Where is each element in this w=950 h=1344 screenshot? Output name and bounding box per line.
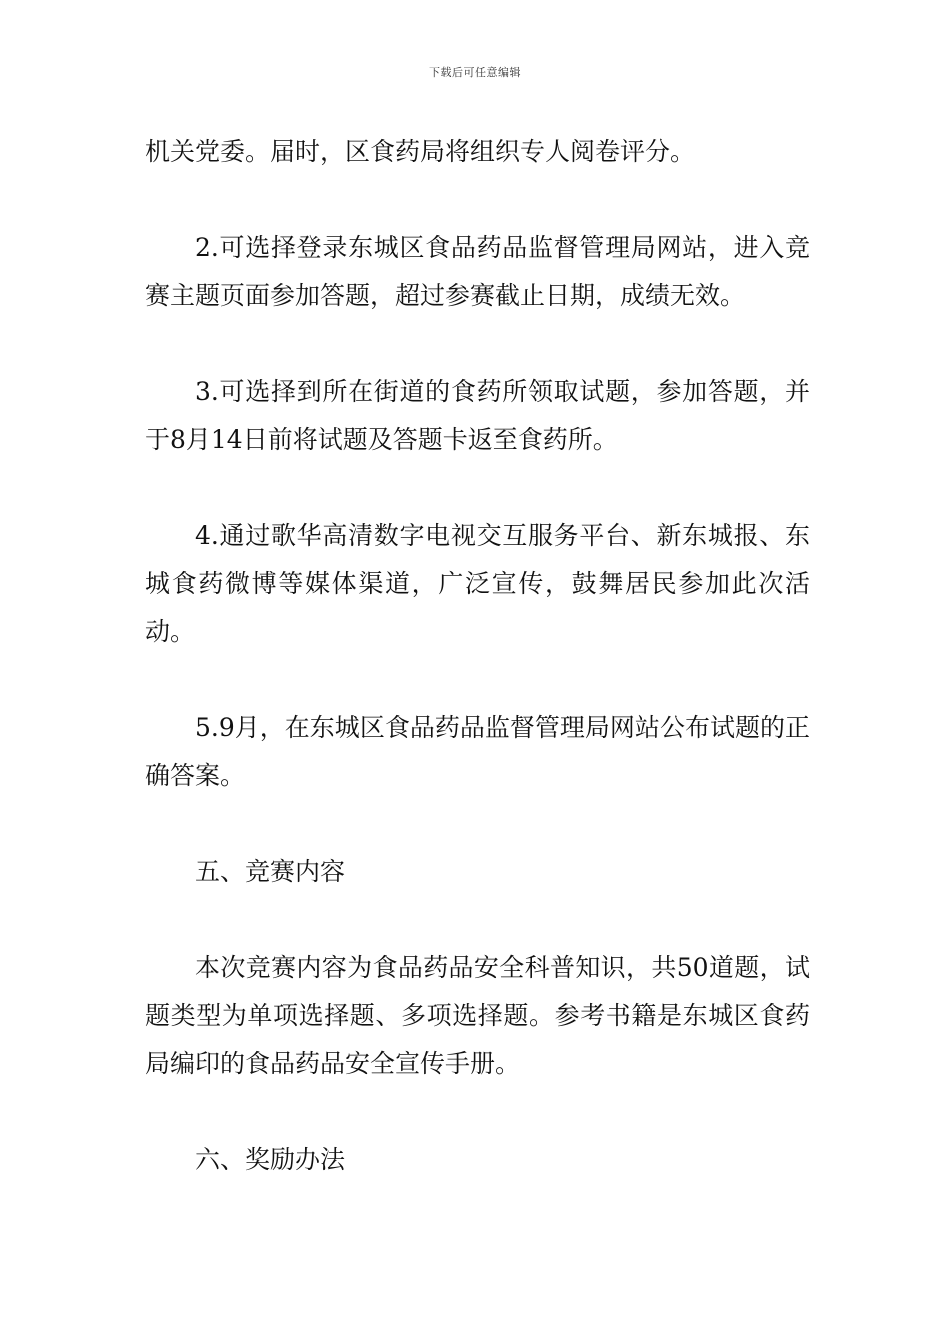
paragraph-item-2: 2.可选择登录东城区食品药品监督管理局网站，进入竞赛主题页面参加答题，超过参赛截止日期，成绩无效。 <box>145 233 810 310</box>
section-heading-competition-content: 五、竞赛内容 <box>195 857 346 886</box>
page-header-note: 下载后可任意编辑 <box>429 66 521 79</box>
section-heading-reward-method: 六、奖励办法 <box>195 1145 346 1174</box>
paragraph-item-4: 4.通过歌华高清数字电视交互服务平台、新东城报、东城食药微博等媒体渠道，广泛宣传，鼓舞居民参加此次活动。 <box>145 521 810 646</box>
document-body <box>145 128 810 1184</box>
paragraph-competition-content: 本次竞赛内容为食品药品安全科普知识，共50道题，试题类型为单项选择题、多项选择题。参考书籍是东城区食药局编印的食品药品安全宣传手册。 <box>145 953 810 1078</box>
paragraph-item-3: 3.可选择到所在街道的食药所领取试题，参加答题，并于8月14日前将试题及答题卡返至食药所。 <box>145 377 810 454</box>
paragraph-continuation: 机关党委。届时，区食药局将组织专人阅卷评分。 <box>145 137 696 166</box>
paragraph-item-5: 5.9月，在东城区食品药品监督管理局网站公布试题的正确答案。 <box>145 713 810 790</box>
